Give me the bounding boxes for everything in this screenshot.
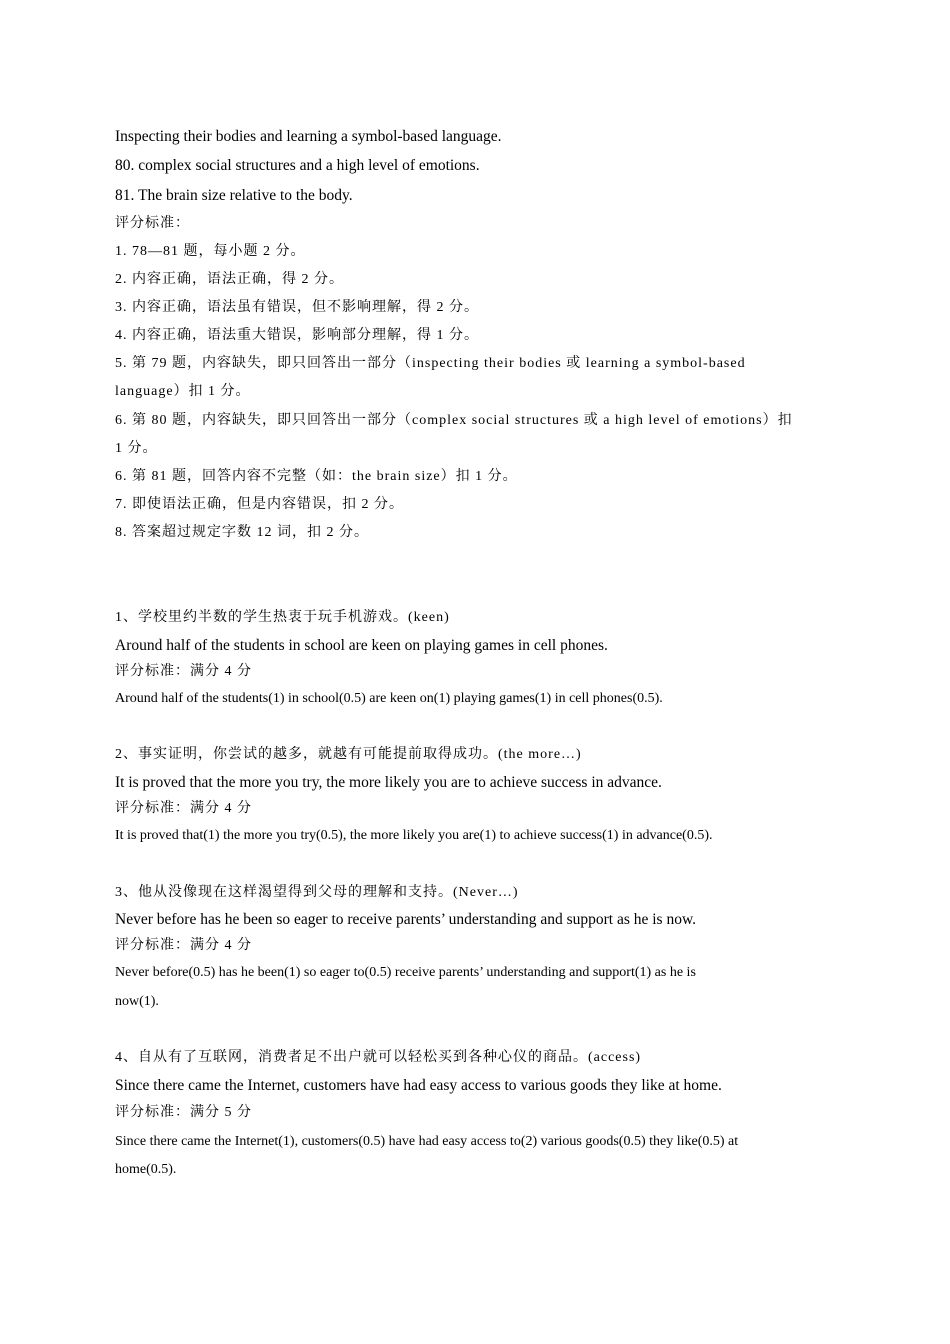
translation-prompt: 1、学校里约半数的学生热衷于玩手机游戏。(keen) bbox=[115, 610, 450, 625]
translation-criteria: 评分标准：满分 4 分 bbox=[115, 938, 252, 953]
scoring-item: 8. 答案超过规定字数 12 词，扣 2 分。 bbox=[115, 525, 369, 540]
translation-criteria: 评分标准：满分 4 分 bbox=[115, 664, 252, 679]
translation-breakdown: Since there came the Internet(1), customers(0.5) have had easy access to(2) various goods(0.5) they like(0.5) at bbox=[115, 1134, 739, 1149]
translation-answer: Never before has he been so eager to receive parents’ understanding and support as he is now. bbox=[115, 911, 697, 928]
scoring-item: 2. 内容正确，语法正确，得 2 分。 bbox=[115, 272, 344, 287]
scoring-item: 1 分。 bbox=[115, 441, 158, 456]
scoring-item: 3. 内容正确，语法虽有错误，但不影响理解，得 2 分。 bbox=[115, 300, 479, 315]
answer-79: Inspecting their bodies and learning a symbol-based language. bbox=[115, 128, 502, 145]
scoring-item: 4. 内容正确，语法重大错误，影响部分理解，得 1 分。 bbox=[115, 328, 479, 343]
translation-prompt: 2、事实证明，你尝试的越多，就越有可能提前取得成功。(the more…) bbox=[115, 747, 582, 762]
translation-breakdown: home(0.5). bbox=[115, 1162, 177, 1177]
translation-answer: Around half of the students in school are keen on playing games in cell phones. bbox=[115, 637, 608, 654]
translation-answer: It is proved that the more you try, the more likely you are to achieve success in advance. bbox=[115, 774, 662, 791]
answer-81: 81. The brain size relative to the body. bbox=[115, 187, 353, 204]
answer-80: 80. complex social structures and a high level of emotions. bbox=[115, 157, 480, 174]
translation-prompt: 3、他从没像现在这样渴望得到父母的理解和支持。(Never…) bbox=[115, 885, 519, 900]
translation-breakdown: now(1). bbox=[115, 994, 159, 1009]
scoring-item: 6. 第 80 题，内容缺失，即只回答出一部分（complex social structures 或 a high level of emotions）扣 bbox=[115, 413, 793, 428]
translation-criteria: 评分标准：满分 5 分 bbox=[115, 1105, 252, 1120]
translation-prompt: 4、自从有了互联网，消费者足不出户就可以轻松买到各种心仪的商品。(access) bbox=[115, 1050, 642, 1065]
translation-breakdown: It is proved that(1) the more you try(0.5), the more likely you are(1) to achieve success(1) in advance(0.5). bbox=[115, 828, 713, 843]
scoring-item: 7. 即使语法正确，但是内容错误，扣 2 分。 bbox=[115, 497, 404, 512]
translation-breakdown: Around half of the students(1) in school(0.5) are keen on(1) playing games(1) in cell phones(0.5). bbox=[115, 691, 663, 706]
scoring-item: language）扣 1 分。 bbox=[115, 384, 251, 399]
scoring-item: 6. 第 81 题，回答内容不完整（如：the brain size）扣 1 分。 bbox=[115, 469, 518, 484]
translation-criteria: 评分标准：满分 4 分 bbox=[115, 801, 252, 816]
translation-breakdown: Never before(0.5) has he been(1) so eager to(0.5) receive parents’ understanding and support(1) as he is bbox=[115, 965, 696, 980]
scoring-item: 5. 第 79 题，内容缺失，即只回答出一部分（inspecting their bodies 或 learning a symbol-based bbox=[115, 356, 746, 371]
scoring-title: 评分标准： bbox=[115, 216, 190, 231]
translation-answer: Since there came the Internet, customers have had easy access to various goods they like at home. bbox=[115, 1077, 722, 1094]
scoring-item: 1. 78—81 题，每小题 2 分。 bbox=[115, 244, 306, 259]
